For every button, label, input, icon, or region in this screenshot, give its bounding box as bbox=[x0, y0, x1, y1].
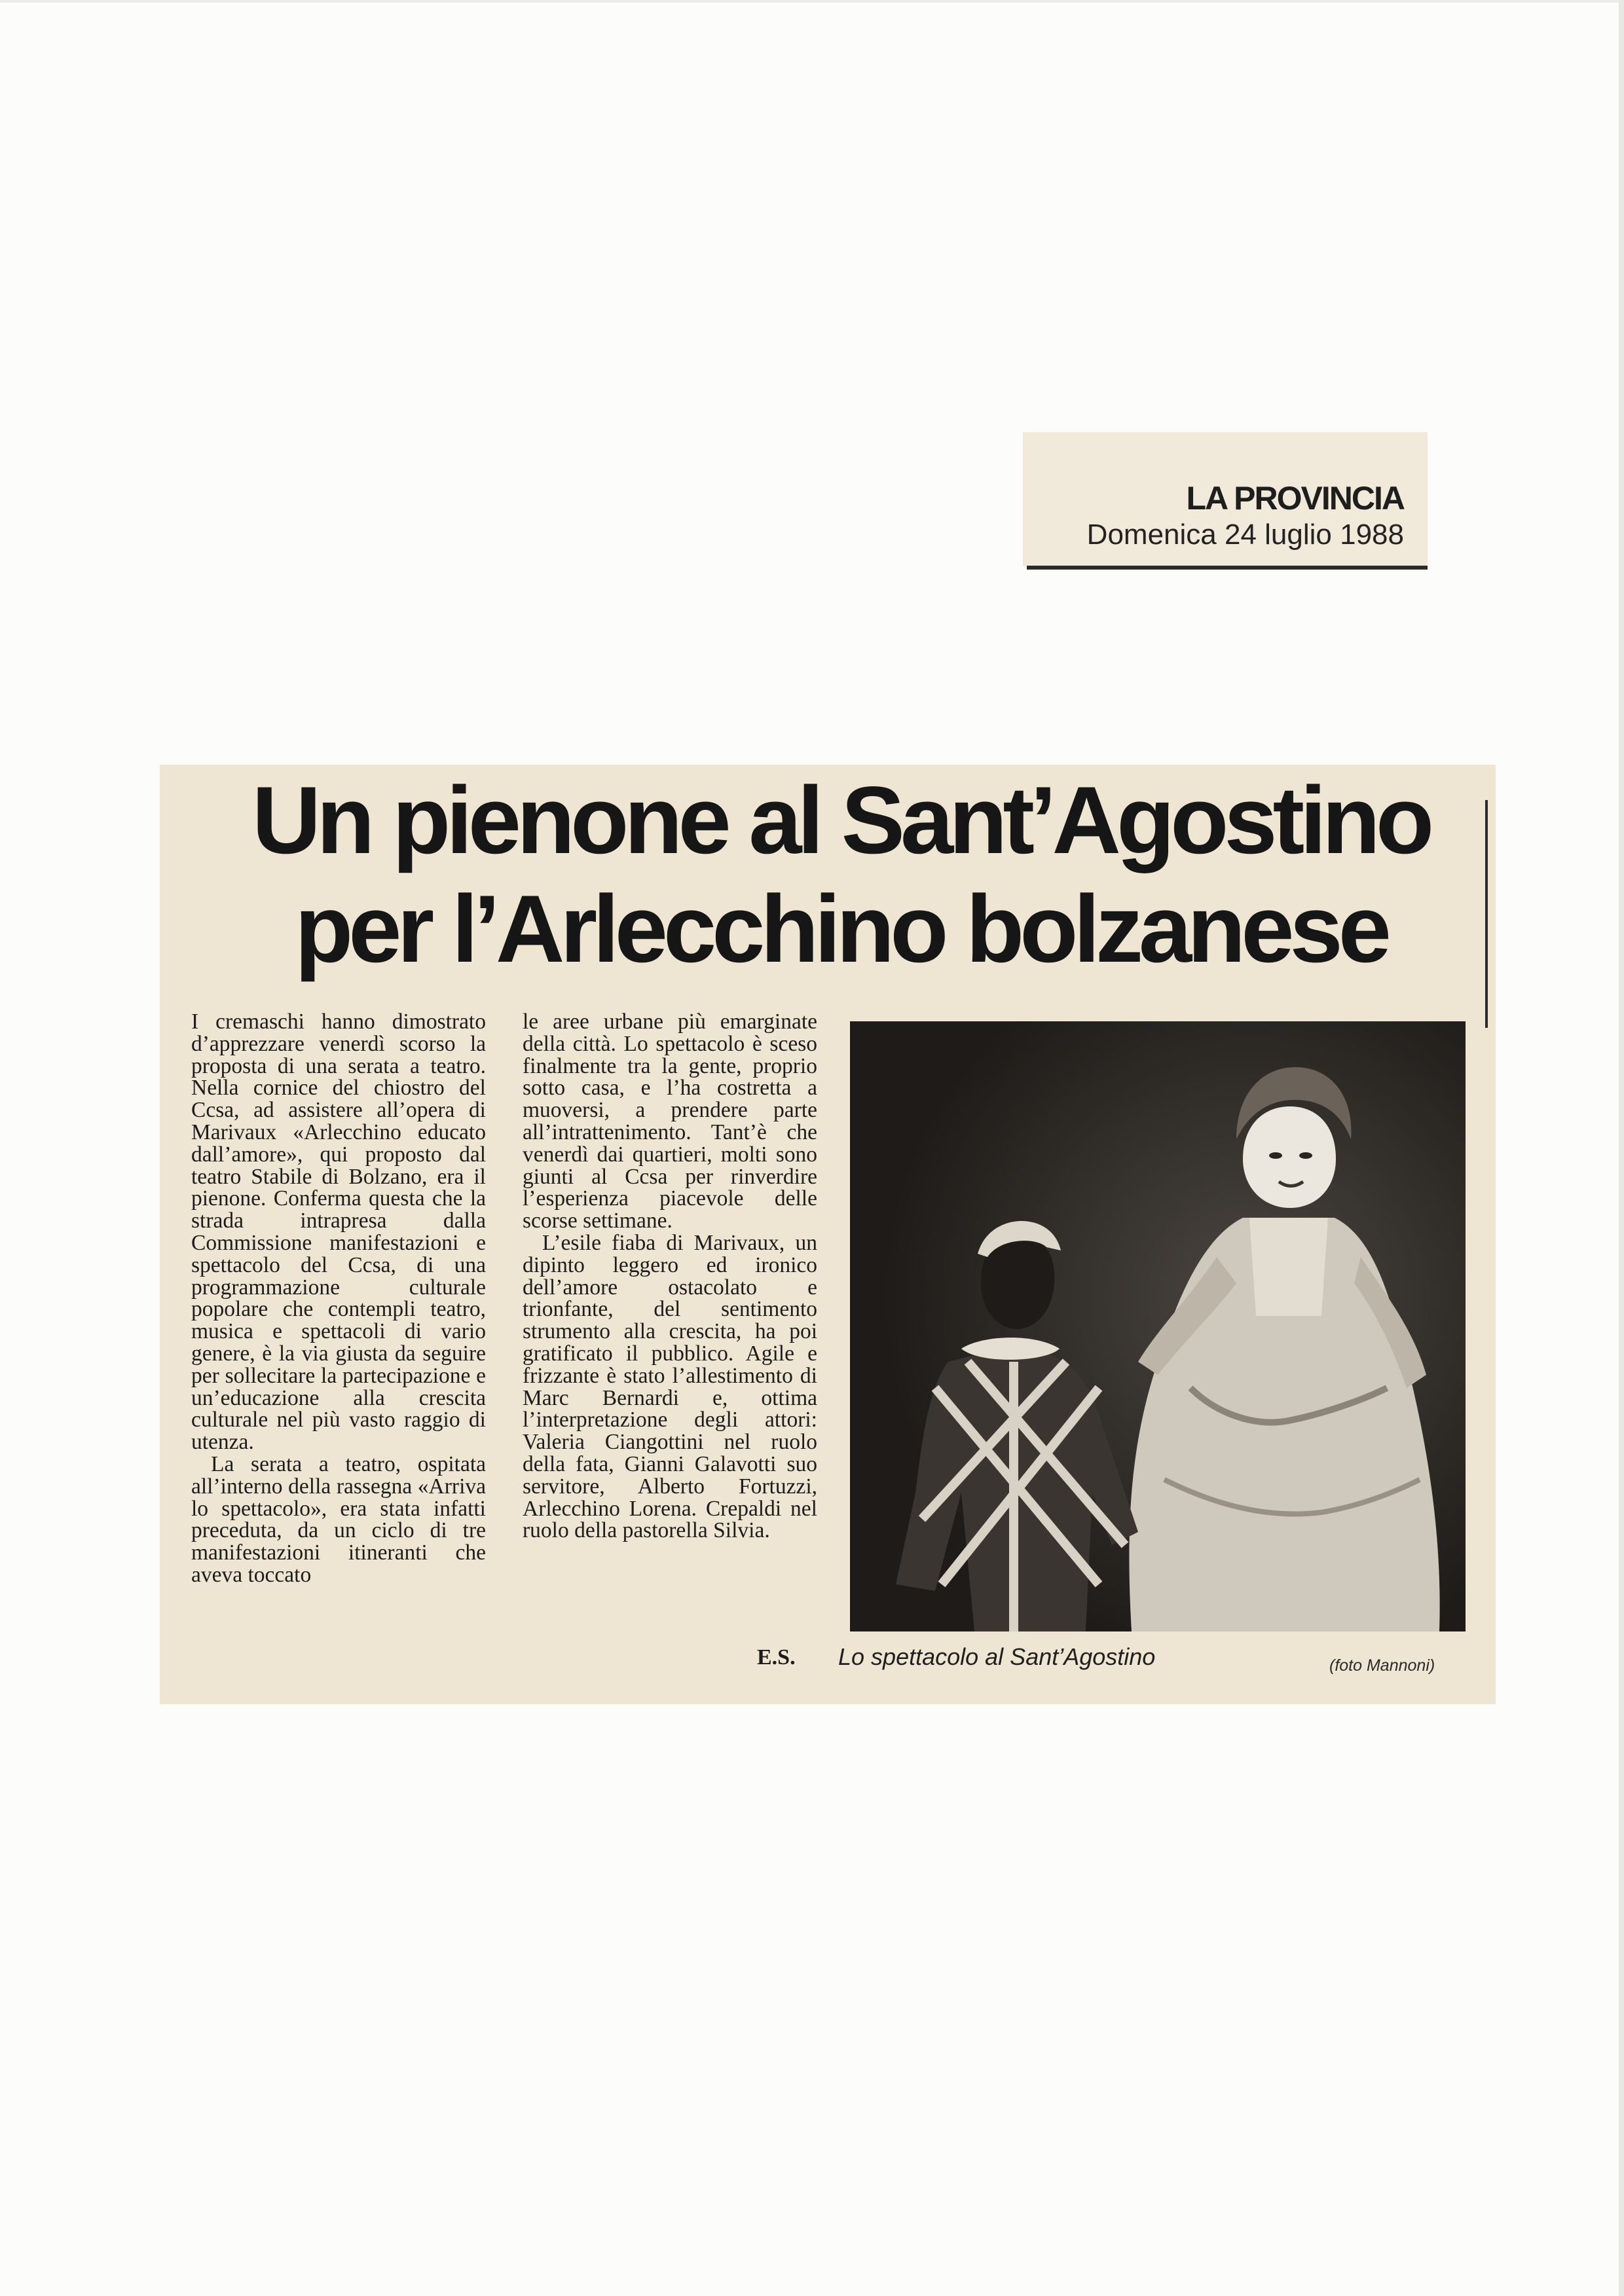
article-paragraph: I cremaschi hanno dimostrato d’apprezzare venerdì scorso la proposta di una serata a teatro. Nella cornice del chiostro del Ccsa, ad assistere all’opera di Marivaux «Arlecchino educato dall’amore», qui proposto dal teatro Stabile di Bolzano, era il pienone. Conferma questa che la strada intrapresa dalla Commissione manifestazioni e spettacolo del Ccsa, di una programmazione culturale popolare che contempli teatro, musica e spettacoli di vario genere, è la via giusta da seguire per sollecitare la partecipazione e un’educazione alla crescita culturale nel più vasto raggio di utenza. bbox=[191, 1010, 486, 1455]
photo-credit: (foto Mannoni) bbox=[1329, 1656, 1435, 1675]
stage-photo bbox=[850, 1021, 1466, 1631]
page-top-edge bbox=[0, 0, 1624, 3]
page-right-edge bbox=[1619, 0, 1624, 2296]
article-paragraph: La serata a teatro, ospitata all’interno della rassegna «Arriva lo spettacolo», era stata infatti preceduta, da un ciclo di tre manifestazioni itineranti che aveva toccato bbox=[191, 1451, 486, 1587]
stage-photo-illustration bbox=[850, 1021, 1466, 1631]
article-clipping bbox=[160, 765, 1496, 1704]
publication-date: Domenica 24 luglio 1988 bbox=[1086, 519, 1404, 551]
masthead-clipping bbox=[1023, 432, 1428, 566]
headline-line-1: Un pienone al Sant’Agostino bbox=[251, 767, 1430, 873]
author-signature: E.S. bbox=[757, 1645, 796, 1669]
headline-line-2: per l’Arlecchino bolzanese bbox=[295, 875, 1387, 982]
article-column-1 bbox=[191, 1011, 486, 1586]
photo-caption: Lo spettacolo al Sant’Agostino bbox=[838, 1643, 1156, 1670]
clipping-edge-rule bbox=[1485, 800, 1488, 1028]
masthead-rule bbox=[1027, 566, 1428, 570]
article-paragraph: L’esile fiaba di Marivaux, un dipinto leggero ed ironico dell’amore ostacolato e trionfante, del sentimento strumento alla crescita, ha poi gratificato il pubblico. Agile e frizzante è stato l’allestimento di Marc Bernardi e, ottima l’interpretazione degli attori: Valeria Ciangottini nel ruolo della fata, Gianni Galavotti suo servitore, Alberto Fortuzzi, Arlecchino Lorena. Crepaldi nel ruolo della pastorella Silvia. bbox=[523, 1230, 817, 1543]
article-paragraph: le aree urbane più emarginate della città. Lo spettacolo è sceso finalmente tra la gente, proprio sotto casa, e l’ha costretta a muoversi, a prendere parte all’intrattenimento. Tant’è che venerdì dai quartieri, molti sono giunti al Ccsa per rinverdire l’esperienza piacevole delle scorse settimane. bbox=[523, 1010, 817, 1233]
article-column-2 bbox=[523, 1011, 817, 1542]
newspaper-name: LA PROVINCIA bbox=[1186, 480, 1404, 517]
headline bbox=[186, 766, 1496, 983]
